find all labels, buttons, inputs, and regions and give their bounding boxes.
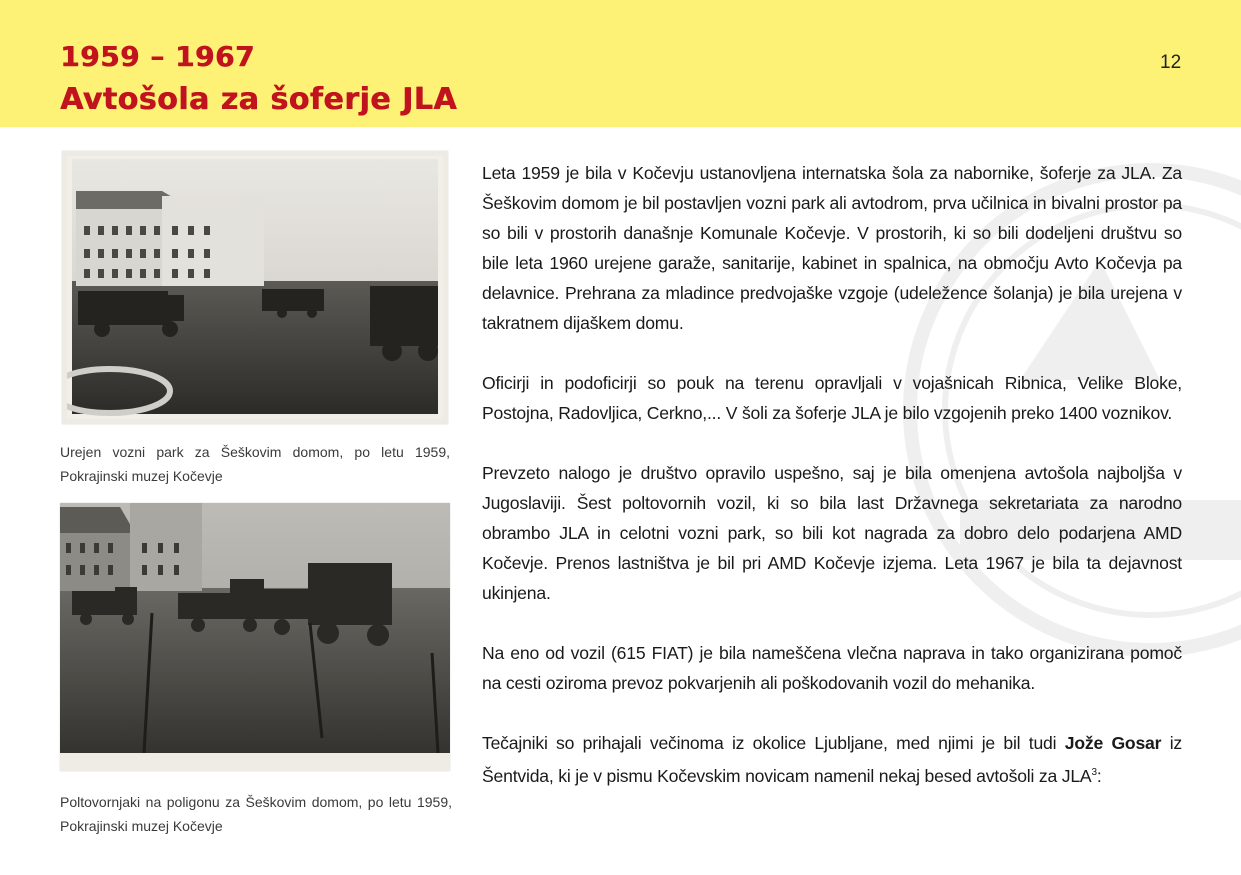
paragraph: [482, 728, 1182, 791]
page-title-years: 1959 – 1967: [60, 40, 255, 73]
paragraph-text: :: [1096, 765, 1102, 786]
photo-trucks-polygon: [60, 503, 450, 771]
photo-vehicle-park: [62, 151, 448, 424]
photo-caption: Poltovornjaki na poligonu za Šeškovim domom, po letu 1959, Pokrajinski muzej Kočevje: [60, 794, 452, 834]
paragraph: Leta 1959 je bila v Kočevju ustanovljena internatska šola za nabornike, šoferje za JLA. Za Šeškovim domom je bil postavljen vozni park ali avtodrom, prva učilnica in bivalni prostor pa so bili v prostorih današnje Komunale Kočevje. V prostorih, ki so bili dodeljeni društvu so bile leta 1960 urejene garaže, sanitarije, kabinet in spalnica, na območju Avto Kočevja pa delavnice. Prehrana za mladince predvojaške vzgoje (udeležence šolanja) je bila urejena v takratnem dijaškem domu.: [482, 163, 1182, 333]
person-name: Jože Gosar: [1064, 733, 1162, 753]
paragraph: Prevzeto nalogo je društvo opravilo uspešno, saj je bila omenjena avtošola najboljša v Jugoslaviji. Šest poltovornih vozil, ki so bila last Državnega sekretariata za narodno obrambo JLA in celotni vozni park, so bili kot nagrada za dobro delo podarjena AMD Kočevje. Prenos lastništva je bil pri AMD Kočevje izjema. Leta 1967 je bila ta dejavnost ukinjena.: [482, 463, 1182, 603]
paragraph: Oficirji in podoficirji so pouk na terenu opravljali v vojašnicah Ribnica, Velike Bloke, Postojna, Radovljica, Cerkno,... V šoli za šoferje JLA je bilo vzgojenih preko 1400 voznikov.: [482, 373, 1182, 423]
footnote-marker: 3: [1091, 767, 1097, 778]
page-number: 12: [1160, 52, 1182, 73]
article-body: [482, 158, 1182, 821]
page-title: Avtošola za šoferje JLA: [60, 82, 457, 117]
paragraph-text: Tečajniki so prihajali večinoma iz okolice Ljubljane, med njimi je bil tudi: [482, 733, 1065, 753]
paragraph-text: iz Šentvida, ki je v pismu Kočevskim novicam namenil nekaj besed avtošoli za JLA: [482, 733, 1182, 786]
photo-caption: Urejen vozni park za Šeškovim domom, po letu 1959, Pokrajinski muzej Kočevje: [60, 444, 450, 484]
paragraph: Na eno od vozil (615 FIAT) je bila nameščena vlečna naprava in tako organizirana pomoč na cesti oziroma prevoz pokvarjenih ali poškodovanih vozil do mehanika.: [482, 643, 1182, 693]
